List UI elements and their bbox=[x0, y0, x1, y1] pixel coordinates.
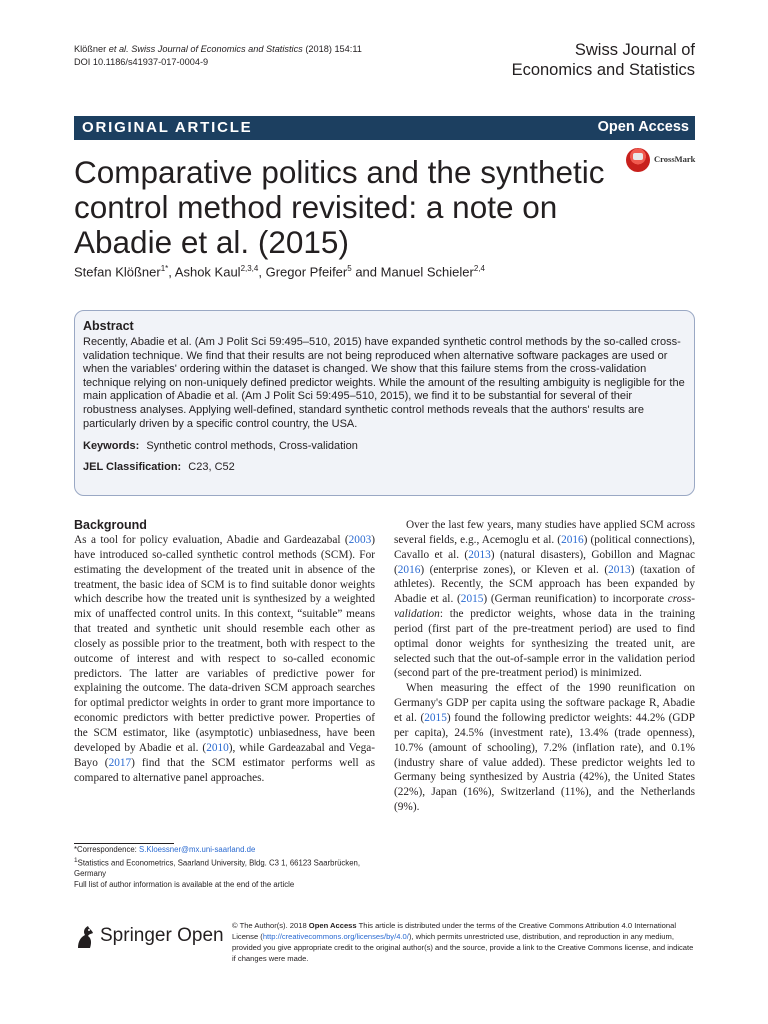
journal-name bbox=[512, 40, 695, 80]
affiliation-text: Statistics and Econometrics, Saarland University, Bldg. C3 1, 66123 Saarbrücken, Germany bbox=[74, 858, 361, 879]
footnotes bbox=[74, 845, 375, 891]
footnote-divider bbox=[74, 843, 174, 844]
keywords bbox=[83, 440, 686, 452]
body-column-right bbox=[394, 518, 695, 815]
paragraph-text: ) found the following predictor weights: 44.2% (GDP per capita), 24.5% (investment rate), 13.4% (trade openness), 10.7% (amount of schooling), 7.2% (inflation rate), and 0.1% (industry share of value added). These predictor weights led to Germany being synthesized by Austria (42%), the United States (22%), Japan (16%), Switzerland (11%), and the Netherlands (9%). bbox=[394, 711, 696, 814]
citation-header bbox=[74, 43, 362, 69]
citation-volume: (2018) 154:11 bbox=[302, 44, 362, 54]
paragraph-text: ) (taxation of athletes). Recently, the SCM approach has been expanded by Abadie et al. ( bbox=[394, 563, 695, 606]
citation-link[interactable]: 2017 bbox=[108, 756, 132, 769]
paragraph-text: ) find that the SCM estimator performs well as compared to alternative panel approaches. bbox=[74, 756, 375, 784]
abstract-heading: Abstract bbox=[83, 319, 134, 333]
article-type-banner bbox=[74, 116, 695, 140]
citation-link[interactable]: 2016 bbox=[397, 563, 421, 576]
citation-line bbox=[74, 43, 362, 56]
license-notice bbox=[232, 920, 698, 964]
section-heading: Background bbox=[74, 518, 147, 532]
license-link[interactable]: http://creativecommons.org/licenses/by/4.0/ bbox=[262, 932, 409, 941]
paragraph-text: ) (political connections), Cavallo et al. ( bbox=[394, 533, 695, 561]
abstract-text: Recently, Abadie et al. (Am J Polit Sci 59:495–510, 2015) have expanded synthetic control methods by the so-called cross-validation technique. We find that their results are not being reproduced when alternative software packages are used or when the variables' ordering within the dataset is changed. We show that this failure stems from the cross-validation technique relying on non-uniquely defined predictor weights. While the amount of the resulting ambiguity is negligible for the main application of Abadie et al. (Am J Polit Sci 59:495–510, 2015), we find it to be substantial for several of their robustness analyses. Applying well-defined, standard synthetic control methods reveals that the authors' results are particularly driven by a specific control country, the USA. bbox=[83, 336, 685, 430]
crossmark-badge[interactable] bbox=[626, 148, 702, 174]
author-name[interactable]: Ashok Kaul bbox=[174, 264, 241, 280]
jel-classification bbox=[83, 461, 686, 473]
keywords-label: Keywords: bbox=[83, 440, 140, 453]
doi[interactable]: DOI 10.1186/s41937-017-0004-9 bbox=[74, 57, 209, 67]
springer-horse-icon bbox=[74, 924, 96, 950]
crossmark-label: CrossMark bbox=[654, 154, 696, 164]
journal-name-line1: Swiss Journal of bbox=[574, 41, 695, 59]
journal-name-line2: Economics and Statistics bbox=[511, 61, 695, 79]
paragraph-text: ) (German reunification) to incorporate bbox=[483, 593, 668, 606]
author-info-note: Full list of author information is available at the end of the article bbox=[74, 879, 295, 889]
citation-link[interactable]: 2015 bbox=[460, 593, 484, 606]
citation-link[interactable]: 2003 bbox=[348, 534, 372, 546]
paragraph-text: As a tool for policy evaluation, Abadie and Gardeazabal ( bbox=[74, 534, 349, 546]
paragraph bbox=[394, 681, 695, 815]
citation-link[interactable]: 2015 bbox=[424, 711, 447, 724]
springer-open-logo[interactable] bbox=[74, 924, 224, 952]
author-affiliation: 5 bbox=[347, 264, 352, 273]
jel-label: JEL Classification: bbox=[83, 461, 182, 474]
author-name[interactable]: Stefan Klößner bbox=[74, 264, 161, 280]
correspondence-email[interactable]: S.Kloessner@mx.uni-saarland.de bbox=[139, 845, 256, 854]
correspondence bbox=[74, 845, 375, 856]
affiliation bbox=[74, 856, 375, 880]
paragraph-text: ), while Gardeazabal and Vega-Bayo ( bbox=[74, 741, 376, 769]
author-list: Stefan Klößner$^{1*}$, Ashok Kaul$^{2,3,4}$, Gregor Pfeifer$^5$ and Manuel Schieler$^{2,4}$ bbox=[74, 264, 485, 280]
license-text-end: ), which permits unrestricted use, distribution, and reproduction in any medium, provided you give appropriate credit to the original author(s) and the source, provide a link to the Creative Commons license, and indicate if changes were made. bbox=[232, 932, 694, 963]
paragraph bbox=[394, 518, 695, 681]
citation-link[interactable]: 2013 bbox=[468, 548, 491, 561]
author-affiliation: 1* bbox=[160, 264, 169, 273]
publisher-name bbox=[100, 925, 224, 947]
jel-value: C23, C52 bbox=[188, 461, 235, 474]
emphasis-text: cross-validation bbox=[394, 593, 695, 621]
citation-link[interactable]: 2013 bbox=[608, 563, 631, 576]
affiliation-number: 1 bbox=[74, 856, 78, 864]
paragraph-text: ) (natural disasters), Gobillon and Magnac ( bbox=[394, 548, 695, 576]
citation-link[interactable]: 2016 bbox=[561, 533, 584, 546]
author-affiliation: 2,3,4 bbox=[240, 264, 259, 273]
paragraph-text: : the predictor weights, whose data in the training period (first part of the pre-treatment period) are used to find optimal donor weights for synthesizing the treated unit, are selected such that the out-of-sample error in the validation period (second part of the pre-treatment period) is minimized. bbox=[394, 608, 695, 680]
correspondence-label: *Correspondence: bbox=[74, 845, 140, 854]
citation-authors: Klößner bbox=[74, 44, 109, 54]
paragraph-text: ) have introduced so-called synthetic control methods (SCM). For estimating the development of the treated unit in absence of the treatment, the basic idea of SCM is to find suitable donor weights which describe how the treated unit is synthesized by a weighted mix of unaffected control units. In this context, “suitable” means that treated and synthetic unit should resemble each other as closely as possible prior to the treatment, both with respect to the outcome of interest and with respect to so-called economic predictors. The latter are variables of predictive power for explaining the outcome. The data-driven SCM approach searches for optimal predictor weights in order to grant more importance to economic predictors with better predictive power. Properties of the SCM estimator, like (asymptotic) unbiasedness, have been developed by Abadie et al. ( bbox=[74, 534, 375, 754]
article-title: Comparative politics and the synthetic control method revisited: a note on Abadie et al. (2015) bbox=[74, 154, 605, 260]
license-text: This article is distributed under the terms of the Creative Commons Attribution 4.0 International License ( bbox=[232, 921, 677, 941]
open-access-label: Open Access bbox=[597, 119, 689, 135]
keywords-value: Synthetic control methods, Cross-validation bbox=[146, 440, 358, 453]
paragraph-text: ) (enterprise zones), or Kleven et al. ( bbox=[420, 563, 609, 576]
author-name[interactable]: Gregor Pfeifer bbox=[265, 264, 348, 280]
article-type: ORIGINAL ARTICLE bbox=[82, 119, 253, 136]
paragraph-text: When measuring the effect of the 1990 reunification on Germany's GDP per capita using the software package R, Abadie et al. ( bbox=[394, 682, 695, 724]
paragraph bbox=[74, 533, 375, 785]
open-access-bold: Open Access bbox=[308, 921, 357, 930]
citation-link[interactable]: 2010 bbox=[206, 741, 229, 754]
copyright-text: © The Author(s). 2018 bbox=[232, 921, 309, 930]
citation-journal: et al. Swiss Journal of Economics and Statistics bbox=[108, 44, 303, 54]
body-column-left bbox=[74, 518, 375, 785]
author-name[interactable]: Manuel Schieler bbox=[380, 264, 474, 280]
publisher-name-springer: Springer bbox=[100, 925, 172, 946]
paragraph-text: Over the last few years, many studies have applied SCM across several fields, e.g., Acemoglu et al. ( bbox=[394, 519, 695, 546]
publisher-name-open: Open bbox=[177, 925, 224, 946]
abstract-box bbox=[74, 310, 695, 496]
author-affiliation: 2,4 bbox=[473, 264, 485, 273]
